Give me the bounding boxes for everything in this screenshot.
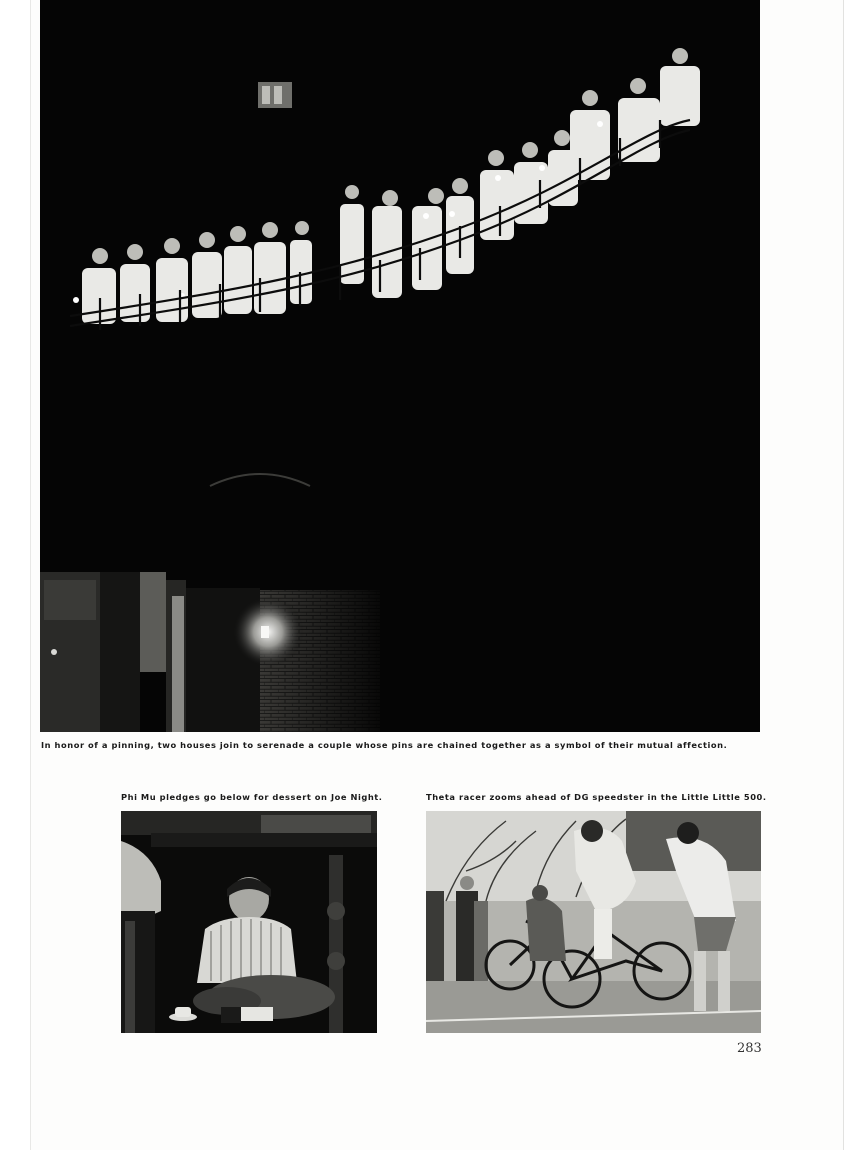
dessert-photo: [121, 811, 377, 1033]
serenade-photo: [40, 0, 760, 732]
dessert-caption: Phi Mu pledges go below for dessert on Joe Night.: [121, 792, 383, 802]
bike-race-photo: [426, 811, 761, 1033]
serenade-caption: In honor of a pinning, two houses join to serenade a couple whose pins are chained together as a symbol of their mutual affection.: [41, 740, 728, 750]
page-number: 283: [737, 1041, 762, 1056]
bike-race-caption: Theta racer zooms ahead of DG speedster in the Little Little 500.: [426, 792, 767, 802]
